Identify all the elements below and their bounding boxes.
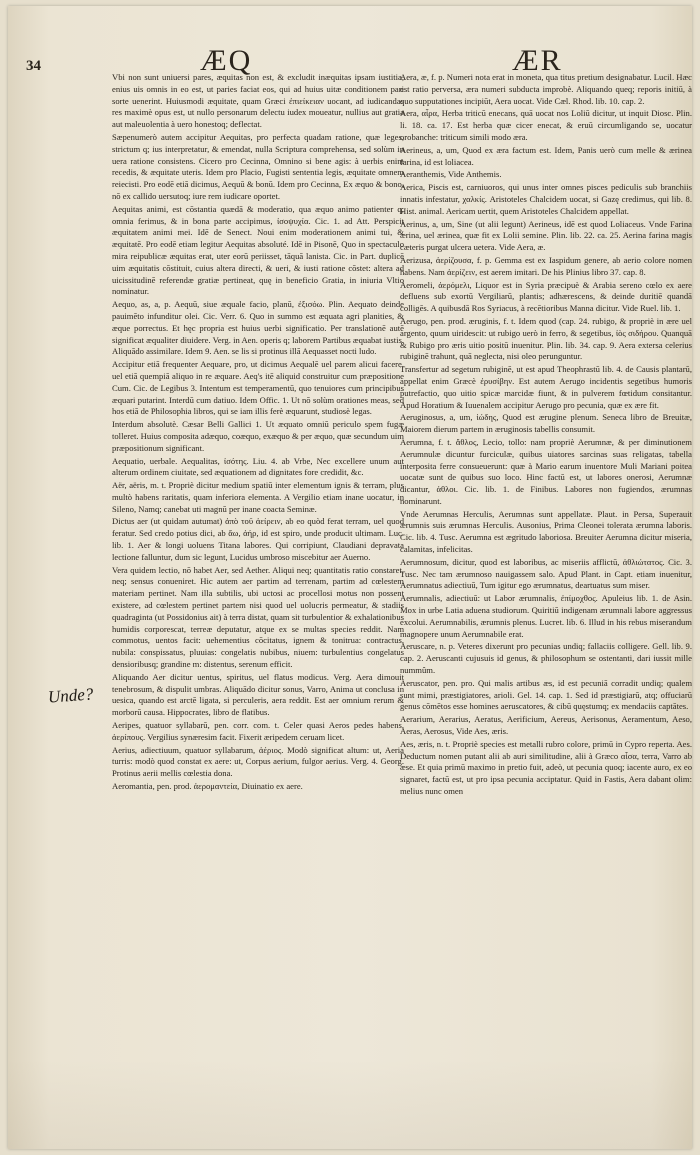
page-number: 34	[26, 58, 41, 74]
dictionary-entry: Aeromantia, pen. prod. ἀερομαντεία, Diuinatio ex aere.	[112, 781, 303, 792]
dictionary-entry: Transfertur ad segetum rubiginē, ut est apud Theophrastū lib. 4. de Causis plantarū, appellat enim Græcè ἐρυσίβην. Est autem Aerugo incidentis segetibus humoris putrefactio, quo uitio spicæ marcidæ fiunt, & in pulverem fœtidum consitantur. Apud Horatium & Iuuenalem accipitur Aerugo pro pecunia, quæ ex ære fit.	[400, 364, 692, 410]
dictionary-entry: Aeripes, quatuor syllabarū, pen. corr. com. t. Celer quasi Aeros pedes habens, ἀερίπους. Vergilius synæresim facit. Fixerit æripedem ceruam licet.	[112, 720, 404, 742]
dictionary-entry: Vera quidem lectio, nō habet Aer, sed Aether. Aliqui neq; quantitatis ratio constaret, neq; sensus conueniret. Hic autem aer partim ad terrenam, partim ad cœlestem materiam pertinet. Nam illa subtilis, ubi uctosi ac procellosi motus non possent existere, ad cœlestem pertinet partem nisi quod uel uolucris permeatur, & stadiis quadraginta (ut Possidonius ait) à terra distat, quam sit turbulentior & exhalationibus humidis corporescat, terreæ deputatur, atque ex se multas species reddit. Nam commotus, uentos facit: uehementius cōcitatus, ignem & tonitrua: contractus, nubila: conspissatus, pluuias: congelatis nubibus, niuem: turbulentius congelatus densioribusq; grandine m: distentus, serenum efficit.	[112, 564, 404, 670]
dictionary-entry: Aera, αἶρα, Herba triticū enecans, quā uocat nos Loliū dicitur, ut inquit Diosc. Plin. li. 18. ca. 17. Est herba quæ cicer enecat, & eruū circumligando se, uocatur orobanche: triticum simili modo æra.	[400, 108, 692, 142]
dictionary-entry: Aerizusa, ἀερίζουσα, f. p. Gemma est ex Iaspidum genere, ab aerio colore nomen habens. Nam ἀερίζειν, est aerem imitari. De his Plinius libro 37. cap. 8.	[400, 254, 692, 277]
dictionary-entry: Aeruscator, pen. pro. Qui malis artibus æs, id est pecuniā corradit undiq; qualem sunt mimi, præstigiatores, arioli. Gel. 14. cap. 1. Sed id præstigiarū, atq; offuciarū genus cōmētos esse homines aeruscatores, & cibū quęstumq; ex mendaciis captātes.	[400, 677, 692, 712]
dictionary-entry: Aerarium, Aerarius, Aeratus, Aerificium, Aereus, Aerisonus, Aeramentum, Aeso, Aeras, Aerosus, Vide Aes, æris.	[400, 714, 692, 737]
dictionary-entry: Aes, æris, n. t. Propriè species est metalli rubro colore, primū in Cypro reperta. Aes. Deductum nomen putant alii ab auri similitudine, alii à Græco αἶσα, terra, Varro ab æse. Et quia primū maximo in pretio fuit, adeò, ut pecunia quoq; iacente auro, ex eo signaret, factū est, ut pro ipsa pecunia acciptatur. Quid in Fastis, Aera dabant olim: melius nunc omen	[400, 738, 692, 797]
book-page	[8, 6, 692, 1149]
dictionary-entry: Aeromeli, ἀερόμελι, Liquor est in Syria præcipuè & Arabia sereno cœlo ex aere defluens sub exortū Vergiliarū, plantis; adhærescens, & deinde duritiē quandā colligēs. A quibusdā Ros Syriacus, à recētioribus Manna dicitur. Vide Ruel. lib. 1.	[400, 279, 692, 314]
dictionary-entry: Interdum absolutè. Cæsar Belli Gallici 1. Ut æquato omniū periculo spem fugæ tolleret. Huius composita adæquo, coæquo, exæquo & per æquo, quæ secundum uim præpositionum significant.	[112, 419, 404, 453]
dictionary-entry: Accipitur etiā frequenter Aequare, pro, ut dicimus Aequalē uel parem alicui facere, uel etiā quempiā aliquo in re æquare. Aeq's itē aliquid construitur cum præpositione Cum. Cic. de Legibus 3. Intentum est temperamentū, quo tenuiores cum principibus æquari putarint. Interdū cum datiuo. Idem Offic. 1. Ut nō solùm orationes meas, sed hos etiā de Philosophia libros, qui se iam illis ferè æquarunt, studiosè legas.	[112, 359, 404, 417]
dictionary-entry: Aeruginosus, a, um, ἰώδης, Quod est ærugine plenum. Seneca libro de Breuitæ, Maiorem dierum partem in æruginosis tabellis consumit.	[400, 412, 692, 435]
dictionary-entry: Aequo, as, a, p. Aequū, siue æquale facio, planū, ἐξισόω. Plin. Aequato deinde pauimēto infunditur olei. Cic. Verr. 6. Quo in summo est æquata agri planities, & æque porrectus. Et hęc propria est huius uerbi significatio. Per translationē autē significat æqualiter diuidere. Verg. in Aen. operis q; laborem Partibus æquabat iustis. Aliquādo assimilare. Idem 9. Aen. se lis si protinus illā Aequasset nocti ludo.	[112, 299, 404, 357]
dictionary-entry: Aequatio, uerbale. Aequalitas, ἰσότης. Liu. 4. ab Vrbe, Nec excellere unum aut alterum ordinem ciuitate, sed æquationem ad dignitates fore credidit, &c.	[112, 455, 404, 478]
dictionary-entry: Aerumnosum, dicitur, quod est laboribus, ac miseriis afflictū, ἀθλιώτατος. Cic. 3. Tusc. Nec tam ærumnoso nauigassem salo. Apud Plant. in Capt. etiam inuenitur, Aerumnatus adiectiuū, Tum igitur ego ærumnatus, deartuatus sum miser.	[400, 556, 692, 591]
page-aging-shade	[8, 1059, 692, 1149]
dictionary-entry: Vbi non sunt uniuersi pares, æquitas non est, & excludit inæquitas ipsam iustitia, enius uis omnis in eo est, ut paries faciat eos, qui ad huius uitæ conditionem pari sorte uenerint. Huiusmodi æquitate, quam Græci ἐπιείκειαν uocant, ad iudicandas res maximè opus est, ut nullo personarum delectu iudex moueatur, nullius aut gratia aut maleuolentia à uero honestoq; deflectat.	[112, 72, 404, 130]
dictionary-entry: Dictus aer (ut quidam autumat) ἀπὸ τοῦ ἀείρειν, ab eo quòd ferat terram, uel quod feratur. Sed credo potius dici, ab ἄω, ἀήρ, id est spiro, unde producit ultimam. Luc. lib. 1. Aer & longi uoluens Titana labores. Qui corripiunt, Claudiani depravata lectione falluntur, dum sic legunt, Lucidus umbroso miscebitur aer Auerno.	[112, 516, 404, 562]
dictionary-entry: Aerica, Piscis est, carniuoros, qui unus inter omnes pisces pediculis sub branchiis innatis infestatur, χαλκίς. Aristoteles Chalcidem uocat, si Gazę credimus, qui lib. 8. Hist. animal. Aericam uertit, quem Aristoteles Chalcidem appellat.	[400, 182, 692, 216]
dictionary-entry: Aeranthemis, Vide Anthemis.	[400, 169, 502, 180]
dictionary-entry: Aër, aëris, m. t. Propriè dicitur medium spatiū inter elementum ignis & terram, plus multò habens raritatis, quam inferiora elementa. A Vergilio etiam inane uocatur, in Sileno, Namq; canebat uti magnū per inane coacta Seminæ.	[112, 480, 404, 514]
dictionary-entry: Aerumnalis, adiectiuū: ut Labor ærumnalis, ἐπίμοχθος. Apuleius lib. 1. de Asin. Mox in urbe Latia aduena studiorum. Quiritiū indigenam ærumnali labore aggressus excolui. Aerumnabilis, ærumnis plenus. Lucret. lib. 6. Illud in his rebus miserandum magnopere unum Aerumnabile erat.	[400, 593, 692, 639]
handwritten-margin-note: Unde?	[47, 684, 94, 707]
dictionary-entry: Aerius, adiectiuum, quatuor syllabarum, ἀέριος. Modò significat altum: ut, Aeria turris: modò quod constat ex aere: ut, Corpus aerium, fulgor aerius. Verg. 4. Georg. Protinus aerii mellis cœlestia dona.	[112, 744, 404, 779]
right-running-head: ÆR	[512, 44, 563, 77]
dictionary-entry: Vnde Aerumnas Herculis, Aerumnas sunt appellatæ. Plaut. in Persa, Superauit ærumnis suis ærumnas Herculis. Ausonius, Prima Cleonei tolerata ærumna laboris. Cic. lib. 4. Tusc. Aerumna est ægritudo laboriosa. Breuiter Aerumna dicitur miseria, calamitas, infelicitas.	[400, 508, 692, 555]
left-column	[112, 72, 404, 794]
dictionary-entry: Aera, æ, f. p. Numeri nota erat in moneta, qua titus pretium designabatur. Lucil. Hæc est ratio perversa, æra numeri subducta improbè. Aliquando queq; reporis initiū, à quo supputationes incipiūt, Aera uocat. Vide Cæl. Rhod. lib. 10. cap. 2.	[400, 72, 692, 106]
dictionary-entry: Aerugo, pen. prod. æruginis, f. t. Idem quod (cap. 24. rubigo, & propriè in ære uel argento, quum uiridescit: ut rubigo uerò in ferro, & segetibus, ἰὸς σιδήρου. Quanquā & Rubigo pro æris uitio positū inuenitur. Plin. lib. 34. cap. 9. Aera extersa celerius rubiginē trahunt, quā neglecta, nisi oleo perunguntur.	[400, 315, 692, 362]
left-running-head: ÆQ	[200, 44, 253, 77]
dictionary-entry: Sæpenumerò autem accipitur Aequitas, pro perfecta quadam ratione, quæ leges, strictum q; ius interpretatur, & emendat, nulla Scriptura comprehensa, sed solùm in uera ratione consistens. Cicero pro Cecinna, Omnino si bene agis: à uerbis enim recedis, & æquitate uteris. Idem pro Placio, Fugisti sententia legis, æquitate omnem reiecisti. Pro eodē etiā dicimus, Aequū & bonū. Idem pro Cecinna, Ex æquo & bono, nō ex callido uersutoq; iure rem iudicare oportet.	[112, 131, 404, 201]
dictionary-entry: Aerinus, a, um, Sine (ut alii legunt) Aerineus, idē est quod Loliaceus. Vnde Farina ærina, uel ærinea, quæ fit ex Lolii semine. Plin. lib. 22. ca. 25. Aerina farina magis cæteris purgat ulcera uetera. Vide Aera, æ.	[400, 218, 692, 253]
dictionary-entry: Aerumna, f. t. ἄθλος, Lecio, tollo: nam propriè Aerumnæ, & per diminutionem Aerumnulæ dicuntur furciculæ, quibus uiatores sarcinas suas religatas, tabella interposita ferre consueuerunt: quæ à Mario earum inuentore Muli Mariani poitea uocatæ sunt de quibus suo loco. Hinc factū est, ut labores onerosi, Aerumnæ dicantur, ἀθλοι. Cic. lib. 1. de Finibus. Labores non fugiendos, ærumnas nominarunt.	[400, 436, 692, 506]
dictionary-entry: Aequitas animi, est cōstantia quædā & moderatio, qua æquo animo patienter q; omnia ferimus, & in bona parte accipimus, ἰσοψυχία. Cic. 1. ad Att. Perspicit æquitatem animi mei. Idē de Senect. Noui enim moderationem animi tui, & æquitatē. Pro eodē etiam legitur Aequitas absoluté. Idē in Pisonē, Quo in spectaculo mira reipublicæ æquitas erat, uter eorū periisset, tāquā lanista. Cic. in Part. duplicē uim æquitatis cōstituit, cuius altera directi, & ueri, & iusti ratione cōstet: altera ad uicissitudinē referendæ gratiæ pertineat, quę in beneficio Gratia, in iniuria Vltio nominatur.	[112, 203, 404, 297]
right-column	[400, 72, 692, 799]
dictionary-entry: Aliquando Aer dicitur uentus, spiritus, uel flatus modicus. Verg. Aera dimouit tenebrosum, & dispulit umbras. Aliquādo dicitur sonus, Varro, Anima ut conclusa in uesica, quando est arctē ligata, si perculeris, aera reddit. Est aer omnium rerum & morborū causa. Hippocrates, libro de flatibus.	[112, 671, 404, 718]
dictionary-entry: Aerineus, a, um, Quod ex æra factum est. Idem, Panis uerò cum melle & ærinea farina, id est loliacea.	[400, 144, 692, 167]
dictionary-entry: Aeruscare, n. p. Veteres dixerunt pro pecunias undiq; fallaciis colligere. Gell. lib. 9. cap. 2. Aeruscanti cujusuis id genus, & philosophum se ostentanti, dari iussit mille nummûm.	[400, 641, 692, 676]
